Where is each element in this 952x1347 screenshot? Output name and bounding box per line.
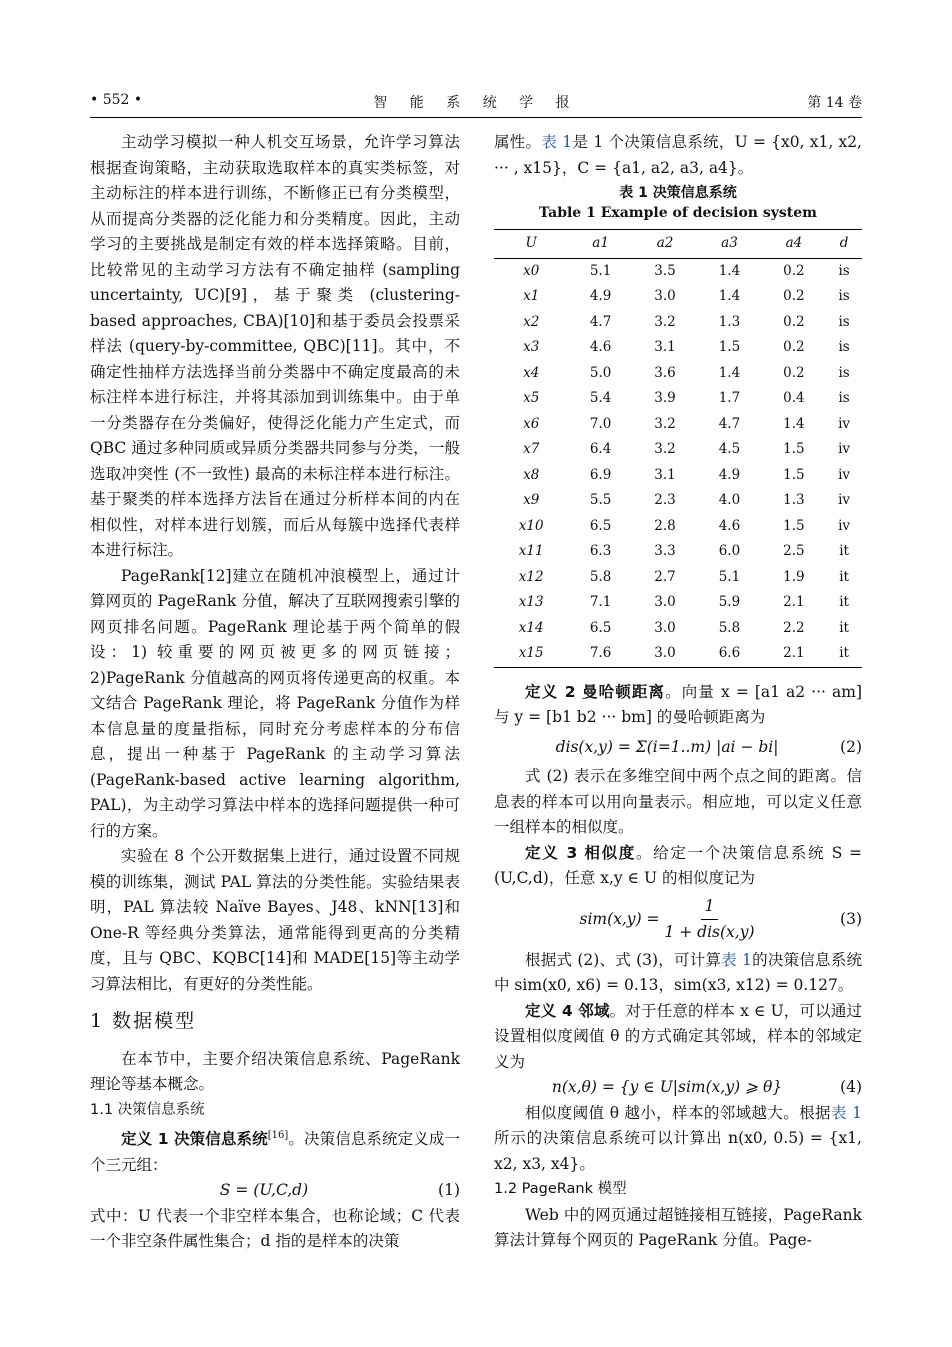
header-rule xyxy=(90,117,862,118)
table-cell: 2.1 xyxy=(783,594,805,610)
table-cell: x11 xyxy=(518,543,544,559)
table-row xyxy=(494,310,862,336)
page-header xyxy=(90,92,862,114)
definition-1 xyxy=(90,1123,460,1178)
text-span: 是 1 个决策信息系统，U = {x0, x1, x2, ··· , x15}，C = {a1, a2, a3, a4}。 xyxy=(494,133,862,177)
table-row xyxy=(494,463,862,489)
table-cell: 7.6 xyxy=(568,641,632,667)
table-cell: 4.9 xyxy=(718,466,741,483)
decision-table xyxy=(494,229,862,668)
journal-title: 智 能 系 统 学 报 xyxy=(373,95,579,111)
table-cell: 1.3 xyxy=(718,313,741,330)
table-cell: x5 xyxy=(523,390,540,406)
table-cell: it xyxy=(839,543,849,559)
table-row xyxy=(494,514,862,540)
table-cell: 0.2 xyxy=(783,313,805,330)
table-cell: 5.9 xyxy=(718,594,741,610)
table-link[interactable]: 表 1 xyxy=(830,1103,863,1122)
table-cell: 3.0 xyxy=(654,288,676,304)
text-span: 属性。 xyxy=(494,133,542,151)
table-cell: x14 xyxy=(518,619,544,636)
table-cell: 4.7 xyxy=(589,313,612,330)
definition-text: 。决策信息系统定义成一个三元组： xyxy=(90,1130,460,1174)
equation-lhs: sim(x,y) = xyxy=(579,909,660,928)
table-cell: x15 xyxy=(494,641,568,667)
table-cell: 1.5 xyxy=(783,441,805,457)
table-cell: 4.6 xyxy=(589,339,612,355)
table-cell: x6 xyxy=(523,415,540,432)
table-cell: 3.2 xyxy=(654,313,676,330)
table-cell: 0.4 xyxy=(783,390,805,406)
definition-title: 定义 1 决策信息系统 xyxy=(121,1130,268,1149)
table-cell: 0.2 xyxy=(783,339,805,355)
definition-text: 。给定一个决策信息系统 S = (U,C,d)，任意 x,y ∈ U 的相似度记为 xyxy=(494,843,862,887)
column-header: a1 xyxy=(568,230,632,259)
text-span: 根据式 (2)、式 (3)，可计算 xyxy=(525,950,722,969)
table-row xyxy=(494,258,862,284)
equation-body xyxy=(494,894,840,946)
table-cell: 3.3 xyxy=(654,543,676,559)
table-cell: is xyxy=(838,313,850,330)
table-cell: is xyxy=(838,364,850,381)
table-cell: is xyxy=(838,288,850,304)
table-cell: 4.7 xyxy=(718,415,741,432)
numerator: 1 xyxy=(701,894,719,921)
table-header-row xyxy=(494,230,862,259)
table-cell: 0.2 xyxy=(783,288,805,304)
table-cell: 3.1 xyxy=(654,466,676,483)
fraction xyxy=(664,894,754,946)
paragraph: 实验在 8 个公开数据集上进行，通过设置不同规模的训练集，测试 PAL 算法的分类性能。实验结果表明，PAL 算法较 Naïve Bayes、J48、kNN[13]和 One-R 等经典分类算法，通常能得到更高的分类精度，且与 QBC、KQBC[14]和 MADE[15]等主动学习算法相比，有更好的分类性能。 xyxy=(90,847,460,993)
definition-4 xyxy=(494,999,862,1076)
equation-2 xyxy=(494,735,862,761)
table-row xyxy=(494,437,862,463)
table-cell: 1.7 xyxy=(718,390,741,406)
definition-text: 。对于任意的样本 x ∈ U，可以通过设置相似度阈值 θ 的方式确定其邻域，样本的邻域定义为 xyxy=(494,1001,863,1071)
table-cell: 2.1 xyxy=(762,641,826,667)
table-row xyxy=(494,386,862,412)
table-row xyxy=(494,590,862,616)
column-header: a2 xyxy=(633,230,697,259)
table-cell: iv xyxy=(838,441,851,457)
equation-1 xyxy=(90,1178,460,1204)
table-cell: it xyxy=(839,568,849,585)
table-cell: x2 xyxy=(523,313,540,330)
definition-title: 定义 4 邻域 xyxy=(525,1001,610,1020)
table-cell: x7 xyxy=(523,441,540,457)
equation-number: (4) xyxy=(840,1078,862,1096)
table-cell: x0 xyxy=(523,262,540,279)
table-cell: 6.0 xyxy=(718,543,741,559)
table-cell: 1.3 xyxy=(783,492,805,508)
table-cell: is xyxy=(838,339,850,355)
table-cell: 4.0 xyxy=(718,492,741,508)
table-cell: x3 xyxy=(523,339,540,355)
section-heading: 1 数据模型 xyxy=(90,1010,197,1032)
paragraph xyxy=(494,1101,862,1178)
table-row xyxy=(494,412,862,438)
text-span: 相似度阈值 θ 越小，样本的邻域越大。根据 xyxy=(525,1103,831,1122)
definition-text: 。向量 x = [a1 a2 ··· am] 与 y = [b1 b2 ··· bm] 的曼哈顿距离为 xyxy=(494,682,863,726)
paragraph: 主动学习模拟一种人机交互场景，允许学习算法根据查询策略，主动获取选取样本的真实类标签，对主动标注的样本进行训练，不断修正已有分类模型，从而提高分类器的泛化能力和分类精度。因此，主动学习的主要挑战是制定有效的样本选择策略。目前，比较常见的主动学习方法有不确定抽样 (sampling uncertainty, UC)[9]，基于聚类 (clustering-based approaches, CBA)[10]和基于委员会投票采样法 (query-by-committee, QBC)[11]。其中，不确定性抽样方法选择当前分类器中不确定度最高的未标注样本进行标注，并将其添加到训练集中。由于单一分类器存在分类偏好，使得泛化能力产生定式，而 QBC 通过多种同质或异质分类器共同参与分类，一般选取冲突性 (不一致性) 最高的未标注样本进行标注。基于聚类的样本选择方法旨在通过分析样本间的内在相似性，对样本进行划簇，而后从每簇中选择代表样本进行标注。 xyxy=(90,133,460,559)
table-cell: x4 xyxy=(523,364,540,381)
table-cell: 2.3 xyxy=(654,492,676,508)
table-cell: 3.2 xyxy=(654,415,676,432)
definition-3 xyxy=(494,841,862,892)
table-cell: 1.4 xyxy=(718,288,741,304)
table-row xyxy=(494,361,862,387)
table-cell: 1.5 xyxy=(783,466,805,483)
table-cell: 4.9 xyxy=(589,288,612,304)
table-cell: x12 xyxy=(518,568,544,585)
equation-body: dis(x,y) = Σ(i=1..m) |ai − bi| xyxy=(555,737,779,756)
table-cell: 3.5 xyxy=(654,262,676,279)
table-cell: 5.8 xyxy=(718,619,741,636)
table-cell: 5.1 xyxy=(589,262,612,279)
table-caption-zh: 表 1 决策信息系统 xyxy=(619,185,737,201)
paragraph: 式中：U 代表一个非空样本集合，也称论域；C 代表一个非空条件属性集合；d 指的是样本的决策 xyxy=(90,1206,460,1251)
table-cell: 5.1 xyxy=(718,568,741,585)
table-link[interactable]: 表 1 xyxy=(541,133,573,151)
volume-label: 第 14 卷 xyxy=(807,95,862,111)
table-cell: 3.0 xyxy=(633,641,697,667)
table-cell: 3.9 xyxy=(654,390,676,406)
table-cell: 6.4 xyxy=(589,441,612,457)
equation-number: (1) xyxy=(438,1181,460,1200)
table-cell: 1.5 xyxy=(783,517,805,534)
page-number: • 552 • xyxy=(90,92,143,108)
table-cell: iv xyxy=(838,492,851,508)
citation: [16] xyxy=(267,1130,289,1141)
table-row xyxy=(494,335,862,361)
column-header: a4 xyxy=(762,230,826,259)
column-header: U xyxy=(494,230,568,259)
subsection-heading: 1.2 PageRank 模型 xyxy=(494,1181,627,1197)
left-column xyxy=(90,130,460,1255)
table-link[interactable]: 表 1 xyxy=(721,950,752,969)
denominator: 1 + dis(x,y) xyxy=(664,923,755,941)
table-cell: 1.9 xyxy=(783,568,805,585)
table-cell: 2.5 xyxy=(783,543,805,559)
table-cell: 3.1 xyxy=(654,339,676,355)
table-cell: 3.2 xyxy=(654,441,676,457)
table-cell: 5.5 xyxy=(589,492,612,508)
right-column xyxy=(494,130,862,1254)
table-cell: 1.5 xyxy=(718,339,741,355)
table-cell: x13 xyxy=(518,594,544,610)
equation-body: n(x,θ) = {y ∈ U|sim(x,y) ⩾ θ} xyxy=(551,1078,783,1096)
table-cell: 6.5 xyxy=(589,517,612,534)
table-cell: iv xyxy=(838,517,851,534)
definition-2 xyxy=(494,680,862,731)
column-header: d xyxy=(826,230,862,259)
paragraph xyxy=(494,948,862,999)
table-body xyxy=(494,258,862,667)
table-cell: 6.5 xyxy=(589,619,612,636)
table-cell: 5.0 xyxy=(589,364,612,381)
definition-title: 定义 2 曼哈顿距离 xyxy=(525,682,666,701)
table-cell: x1 xyxy=(523,288,540,304)
paragraph: Web 中的网页通过超链接相互链接，PageRank 算法计算每个网页的 PageRank 分值。Page- xyxy=(494,1205,862,1249)
equation-3 xyxy=(494,894,862,946)
text-span: 的决策信息系统中 sim(x0, x6) = 0.13，sim(x3, x12) = 0.127。 xyxy=(494,950,862,994)
table-cell: 1.4 xyxy=(718,262,741,279)
definition-title: 定义 3 相似度 xyxy=(525,843,636,862)
table-row xyxy=(494,641,862,667)
table-cell: is xyxy=(838,390,850,406)
table-cell: 4.5 xyxy=(718,441,741,457)
table-cell: 3.6 xyxy=(654,364,676,381)
table-cell: 0.2 xyxy=(783,364,805,381)
table-cell: 6.9 xyxy=(589,466,612,483)
table-cell: 5.8 xyxy=(589,568,612,585)
table-cell: 6.3 xyxy=(589,543,612,559)
table-cell: 2.2 xyxy=(783,619,805,636)
table-row xyxy=(494,616,862,642)
text-span: 所示的决策信息系统可以计算出 n(x0, 0.5) = {x1, x2, x3, x4}。 xyxy=(494,1129,862,1173)
equation-4 xyxy=(494,1075,862,1101)
table-cell: 5.4 xyxy=(589,390,612,406)
table-cell: 2.7 xyxy=(654,568,676,585)
equation-number: (3) xyxy=(840,909,862,928)
table-row xyxy=(494,565,862,591)
table-cell: 1.4 xyxy=(718,364,741,381)
table-cell: 4.6 xyxy=(718,517,741,534)
table-cell: x8 xyxy=(523,466,540,483)
table-row xyxy=(494,539,862,565)
table-cell: x10 xyxy=(518,517,544,534)
column-header: a3 xyxy=(697,230,761,259)
table-cell: it xyxy=(826,641,862,667)
table-caption-en: Table 1 Example of decision system xyxy=(539,205,817,221)
table-row xyxy=(494,284,862,310)
paragraph xyxy=(494,130,862,181)
paragraph: 式 (2) 表示在多维空间中两个点之间的距离。信息表的样本可以用向量表示。相应地，可以定义任意一组样本的相似度。 xyxy=(494,767,862,836)
paragraph: PageRank[12]建立在随机冲浪模型上，通过计算网页的 PageRank 分值，解决了互联网搜索引擎的网页排名问题。PageRank 理论基于两个简单的假设：1) 较重要的网页被更多的网页链接；2)PageRank 分值越高的网页将传递更高的权重。本文结合 PageRank 理论，将 PageRank 分值作为样本信息量的度量指标，同时充分考虑样本的分布信息，提出一种基于 PageRank 的主动学习算法 (PageRank-based active learning algorithm, PAL)，为主动学习算法中样本的选择问题提供一种可行的方案。 xyxy=(90,566,460,840)
subsection-heading: 1.1 决策信息系统 xyxy=(90,1101,205,1118)
table-cell: it xyxy=(839,594,849,610)
table-cell: iv xyxy=(838,415,851,432)
equation-number: (2) xyxy=(840,737,862,756)
table-cell: is xyxy=(838,262,850,279)
table-cell: 3.0 xyxy=(654,594,676,610)
table-cell: iv xyxy=(838,466,851,483)
table-cell: 0.2 xyxy=(783,262,805,279)
paragraph: 在本节中，主要介绍决策信息系统、PageRank 理论等基本概念。 xyxy=(90,1049,460,1093)
table-cell: 3.0 xyxy=(654,619,676,636)
table-row xyxy=(494,488,862,514)
equation-body: S = (U,C,d) xyxy=(219,1181,309,1200)
table-cell: 6.6 xyxy=(697,641,761,667)
table-cell: 2.8 xyxy=(654,517,676,534)
table-cell: 7.1 xyxy=(589,594,612,610)
table-cell: x9 xyxy=(523,492,540,508)
table-cell: it xyxy=(839,619,849,636)
table-cell: 1.4 xyxy=(783,415,805,432)
table-cell: 7.0 xyxy=(589,415,612,432)
